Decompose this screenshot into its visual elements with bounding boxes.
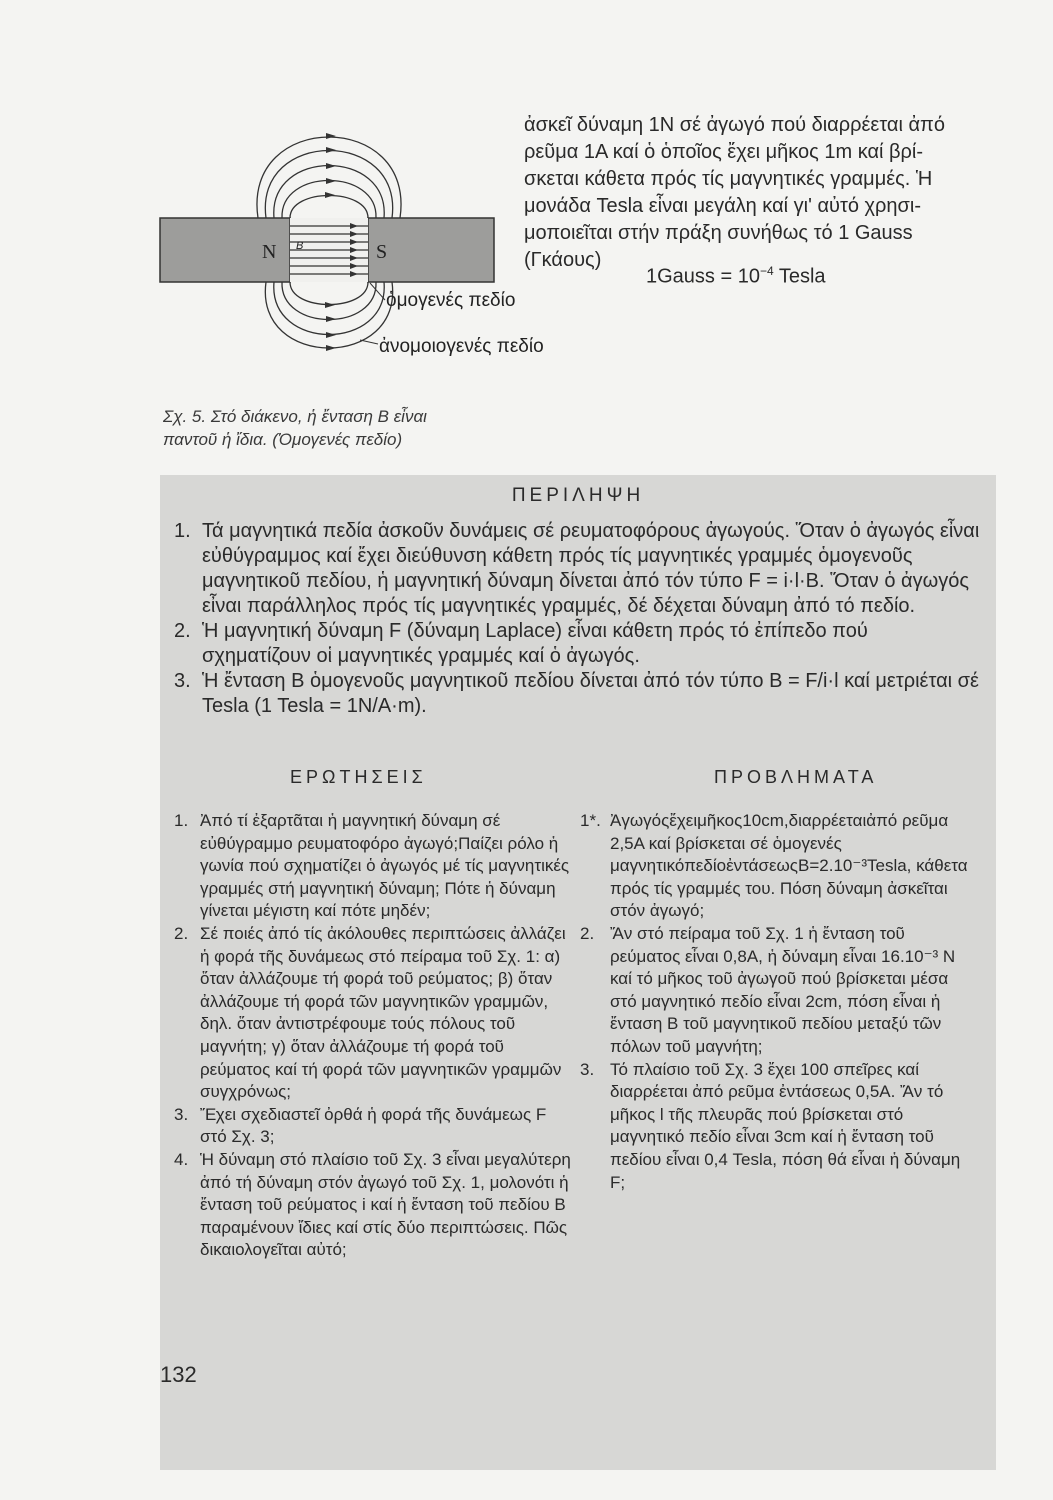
summary-list [174,519,982,719]
item-text: Ἡ μαγνητική δύναμη F (δύναμη Laplace) εἶναι κάθετη πρός τό ἐπίπεδο πού σχηματίζουν οἱ μαγνητικές γραμμές καί ὁ ἀγωγός. [202,620,868,667]
problem-item [580,1059,976,1195]
questions-list [174,810,576,1262]
intro-line: ρεῦμα 1Α καί ὁ ὁποῖος ἔχει μῆκος 1m καί βρί- [524,141,924,163]
intro-line: μονάδα Tesla εἶναι μεγάλη καί γι' αὐτό χρησι- [524,195,921,217]
item-text: Σέ ποιές ἀπό τίς ἀκόλουθες περιπτώσεις ἀλλάζει ἡ φορά τῆς δυνάμεως στό πείραμα τοῦ Σχ. 1: α) ὅταν ἀλλάζουμε τή φορά τοῦ ρεύματος; β) ὅταν ἀλλάζουμε τή φορά τῶν μαγνητικῶν γραμμῶν, δηλ. ὅταν ἀντιστρέφουμε τούς πόλους τοῦ μαγνήτη; γ) ὅταν ἀλλάζουμε τή φορά τοῦ ρεύματος καί τή φορά τῶν μαγνητικῶν γραμμῶν συγχρόνως; [200,923,566,1102]
item-number: 2. [174,923,189,943]
intro-line: (Γκάους) [524,249,602,271]
item-text: Ἡ ἔνταση Β ὁμογενοῦς μαγνητικοῦ πεδίου δίνεται ἀπό τόν τύπο Β = F/i·l καί μετριέται σέ Tesla (1 Tesla = 1N/A·m). [202,670,979,717]
uniform-field-label: ὁμογενές πεδίο [386,290,516,311]
item-text: Ἄν στό πείραμα τοῦ Σχ. 1 ἡ ἔνταση τοῦ ρεύματος εἶναι 0,8Α, ἡ δύναμη εἶναι 16.10⁻³ N καί τό μῆκος τοῦ ἀγωγοῦ πού βρίσκεται μέσα στό μαγνητικό πεδίο εἶναι 2cm, πόση εἶναι ἡ ἔνταση Β τοῦ μαγνητικοῦ πεδίου μεταξύ τῶν πόλων τοῦ μαγνήτη; [610,923,956,1056]
south-label: S [376,241,388,263]
intro-line: μοποιεῖται στήν πράξη συνήθως τό 1 Gauss [524,222,913,244]
item-text: Ἡ δύναμη στό πλαίσιο τοῦ Σχ. 3 εἶναι μεγαλύτερη ἀπό τή δύναμη στόν ἀγωγό τοῦ Σχ. 1, μολονότι ἡ ἔνταση τοῦ ρεύματος i καί ἡ ἔνταση τοῦ πεδίου Β παραμένουν ἴδιες καί στίς δύο περιπτώσεις. Πῶς δικαιολογεῖται αὐτό; [200,1149,571,1260]
questions-title: ΕΡΩΤΗΣΕΙΣ [290,767,427,787]
problems-title: ΠΡΟΒΛΗΜΑΤΑ [714,767,878,787]
field-b-label: B [296,240,304,252]
uniform-pointer [370,283,385,300]
item-number: 3. [580,1059,595,1079]
item-text: Ἀγωγόςἔχειμῆκος10cm,διαρρέεταιἀπό ρεῦμα 2,5Α καί βρίσκεται σέ ὁμογενές μαγνητικόπεδίοἐντάσεωςΒ=2.10⁻³Tesla, κάθετα πρός τίς γραμμές του. Πόση δύναμη ἀσκεῖται στόν ἀγωγό; [610,811,968,921]
formula-left: 1Gauss = 10 [646,265,760,288]
summary-item [174,669,982,719]
gauss-formula [646,264,826,289]
question-item [174,810,576,923]
north-label: N [262,241,277,263]
summary-box [160,475,996,1470]
item-number: 1*. [580,811,601,830]
problem-item [580,810,976,923]
item-text: Τά μαγνητικά πεδία ἀσκοῦν δυνάμεις σέ ρευματοφόρους ἀγωγούς. Ὅταν ὁ ἀγωγός εἶναι εὐθύγραμμος καί ἔχει διεύθυνση κάθετη πρός τίς μαγνητικές γραμμές ὁμογενοῦς μαγνητικοῦ πεδίου, ἡ μαγνητική δύναμη δίνεται ἀπό τόν τύπο F = i·l·B. Ὅταν ὁ ἀγωγός εἶναι παράλληλος πρός τίς μαγνητικές γραμμές, δέ δέχεται δύναμη ἀπό τό πεδίο. [202,520,980,617]
item-text: Ἔχει σχεδιαστεῖ ὀρθά ἡ φορά τῆς δυνάμεως F στό Σχ. 3; [200,1104,547,1147]
summary-item [174,519,982,619]
intro-line: σκεται κάθετα πρός τίς μαγνητικές γραμμές. Ἡ [524,168,933,190]
item-number: 2. [580,923,595,943]
summary-title: ΠΕΡΙΛΗΨΗ [511,485,645,506]
intro-paragraph [524,112,992,274]
figure-caption [163,405,483,451]
item-number: 2. [174,620,191,642]
formula-exponent: −4 [759,264,774,278]
page-number: 132 [160,1362,197,1387]
caption-line: παντοῦ ἡ ἴδια. (Ὁμογενές πεδίο) [163,430,403,449]
item-text: Τό πλαίσιο τοῦ Σχ. 3 ἔχει 100 σπεῖρες καί διαρρέεται ἀπό ρεῦμα ἐντάσεως 0,5Α. Ἄν τό μῆκος l τῆς πλευρᾶς πού βρίσκεται στό μαγνητικό πεδίο εἶναι 3cm καί ἡ ἔνταση τοῦ πεδίου εἶναι 0,4 Tesla, πόση θά εἶναι ἡ δύναμη F; [610,1059,961,1192]
summary-item [174,619,982,669]
nonuniform-pointer [360,340,378,344]
item-text: Ἀπό τί ἐξαρτᾶται ἡ μαγνητική δύναμη σέ εὐθύγραμμο ρευματοφόρο ἀγωγό;Παίζει ρόλο ἡ γωνία πού σχηματίζει ὁ ἀγωγός μέ τίς μαγνητικές γραμμές στή μαγνητική δύναμη; Πότε ἡ δύναμη γίνεται μέγιστη καί πότε μηδέν; [200,811,570,921]
question-item [174,1104,576,1149]
item-number: 1. [174,520,191,542]
question-item [174,923,576,1104]
problem-item [580,923,976,1059]
magnetic-field-figure [150,108,570,388]
question-item [174,1149,576,1262]
nonuniform-field-label: ἀνομοιογενές πεδίο [379,336,544,357]
field-diagram [150,108,570,388]
item-number: 1. [174,811,189,830]
problems-list [580,810,976,1194]
formula-right: Tesla [773,265,826,288]
item-number: 3. [174,1104,189,1124]
caption-line: Σχ. 5. Στό διάκενο, ἡ ἔνταση Β εἶναι [163,407,427,426]
item-number: 3. [174,670,191,692]
item-number: 4. [174,1149,189,1169]
intro-line: ἀσκεῖ δύναμη 1Ν σέ ἀγωγό πού διαρρέεται ἀπό [524,114,945,136]
